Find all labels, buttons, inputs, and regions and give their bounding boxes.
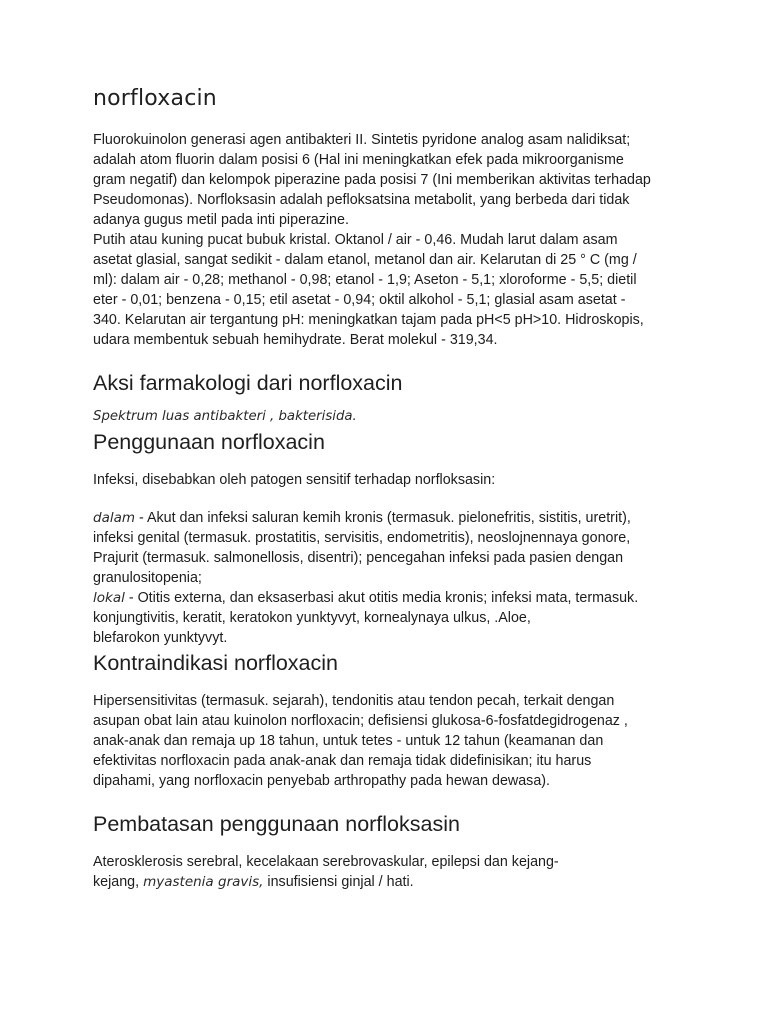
usage-internal-label: dalam <box>93 510 136 526</box>
contraindications-heading: Kontraindikasi norfloxacin <box>93 651 338 675</box>
usage-internal-first: - Akut dan infeksi saluran kemih kronis (termasuk. pielonefritis, sistitis, uretrit), <box>135 510 631 526</box>
restrictions-heading: Pembatasan penggunaan norfloksasin <box>93 812 460 836</box>
usage-local-rest: konjungtivitis, keratit, keratokon yunktyvyt, kornealynaya ulkus, .Aloe, blefarokon yunktyvyt. <box>93 610 531 646</box>
restrictions-myastenia-term: myastenia gravis, <box>143 874 264 890</box>
usage-local-first: - Otitis externa, dan eksaserbasi akut otitis media kronis; infeksi mata, termasuk. <box>124 590 639 606</box>
usage-intro: Infeksi, disebabkan oleh patogen sensitif terhadap norfloksasin: <box>93 472 496 488</box>
page-title: norfloxacin <box>93 86 217 111</box>
usage-local-label: lokal <box>93 590 125 606</box>
pharmacology-text: Spektrum luas antibakteri , bakterisida. <box>93 409 357 424</box>
intro-paragraph: Fluorokuinolon generasi agen antibakteri II. Sintetis pyridone analog asam nalidiksat; adalah atom fluorin dalam posisi 6 (Hal ini meningkatkan efek pada mikroorganisme gram negatif) dan kelompok piperazine pada posisi 7 (Ini memberikan aktivitas terhadap Pseudomonas). Norfloksasin adalah pefloksatsina metabolit, yang berbeda dari tidak adanya gugus metil pada inti piperazine. <box>93 132 651 228</box>
restrictions-line-2-start: kejang, <box>93 874 144 890</box>
pharmacology-heading: Aksi farmakologi dari norfloxacin <box>93 371 403 395</box>
properties-paragraph: Putih atau kuning pucat bubuk kristal. Oktanol / air - 0,46. Mudah larut dalam asam asetat glasial, sangat sedikit - dalam etanol, metanol dan air. Kelarutan di 25 ° C (mg / ml): dalam air - 0,28; methanol - 0,98; etanol - 1,9; Aseton - 5,1; xloroforme - 5,5; dietil eter - 0,01; benzena - 0,15; etil asetat - 0,94; oktil alkohol - 5,1; glasial asam asetat - 340. Kelarutan air tergantung pH: meningkatkan tajam pada pH<5 pH>10. Hidroskopis, udara membentuk sebuah hemihydrate. Berat molekul - 319,34. <box>93 232 644 348</box>
restrictions-line-1: Aterosklerosis serebral, kecelakaan serebrovaskular, epilepsi dan kejang- <box>93 854 559 870</box>
restrictions-line-2 <box>93 872 414 892</box>
contraindications-text: Hipersensitivitas (termasuk. sejarah), tendonitis atau tendon pecah, terkait dengan asupan obat lain atau kuinolon norfloxacin; defisiensi glukosa-6-fosfatdegidrogenaz , anak-anak dan remaja up 18 tahun, untuk tetes - untuk 12 tahun (keamanan dan efektivitas norfloxacin pada anak-anak dan remaja tidak didefinisikan; itu harus dipahami, yang norfloxacin penyebab arthropathy pada hewan dewasa). <box>93 693 628 789</box>
usage-internal-rest: infeksi genital (termasuk. prostatitis, servisitis, endometritis), neoslojnennaya gonore, Prajurit (termasuk. salmonellosis, disentri); pencegahan infeksi pada pasien dengan granulositopenia; <box>93 530 631 586</box>
restrictions-line-2-end: insufisiensi ginjal / hati. <box>263 874 414 890</box>
usage-local-line <box>93 588 638 608</box>
usage-heading: Penggunaan norfloxacin <box>93 430 325 454</box>
usage-internal-line <box>93 508 631 528</box>
